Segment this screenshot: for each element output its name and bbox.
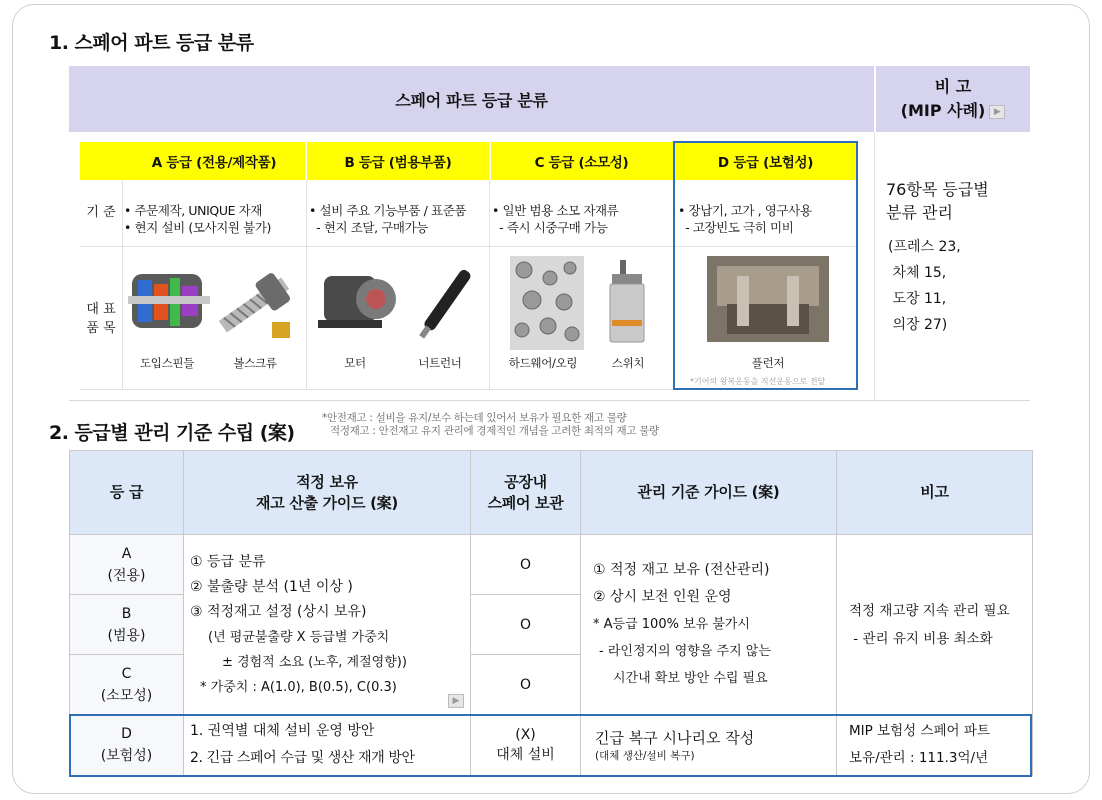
storage-d-line2: 대체 설비: [496, 747, 555, 763]
row-label-items-2: 품 목: [86, 321, 116, 336]
table-row: [70, 535, 1033, 595]
mgmt-line: ① 적정 재고 보유 (전산관리): [593, 562, 770, 578]
mgmt-line: 시간내 확보 방안 수립 필요: [613, 671, 768, 686]
storage-b: O: [471, 595, 581, 655]
caption-switch: 스위치: [611, 356, 645, 370]
header-storage-line1: 공장내: [504, 472, 547, 491]
grade-a-cell: [70, 535, 184, 595]
section2-title: 2. 등급별 관리 기준 수립 (案): [49, 422, 295, 444]
caption-nutrunner: 너트런너: [418, 356, 462, 370]
header-mgmt: 관리 기준 가이드 (案): [581, 451, 837, 535]
criteria-a-line1: • 주문제작, UNIQUE 자재: [124, 203, 262, 218]
mgmt-abc-cell: [581, 535, 837, 715]
criteria-d-line2: - 고장빈도 극히 미비: [678, 220, 794, 235]
remark-header: [876, 66, 1030, 132]
remark-summary: [886, 178, 989, 224]
remark-abc-line: 적정 재고량 지속 관리 필요: [849, 602, 1010, 619]
ballscrew-image: [212, 262, 296, 348]
mgmt-d-line1: 긴급 복구 시나리오 작성: [595, 729, 755, 747]
note-optimal-stock: 적정재고 : 안전재고 유지 관리에 경제적인 개념을 고려한 최적의 재고 물량: [330, 425, 659, 437]
row-label-items-1: 대 표: [86, 302, 116, 317]
criteria-b: [309, 202, 466, 236]
grade-letter: B: [121, 605, 132, 622]
caption-hardware: 하드웨어/오링: [508, 356, 578, 370]
mgmt-line: ② 상시 보전 인원 운영: [593, 589, 732, 605]
remark-line1: 76항목 등급별: [886, 180, 989, 199]
grade-c-cell: [70, 655, 184, 715]
header-remark: 비고: [837, 451, 1033, 535]
grade-letter: C: [121, 665, 132, 682]
header-guide-line2: 재고 산출 가이드 (案): [256, 493, 398, 512]
storage-c: O: [471, 655, 581, 715]
grade-kind: (보험성): [100, 748, 153, 764]
remark-header-line2: [876, 99, 1030, 123]
remark-header-line1: 비 고: [934, 77, 972, 96]
spindle-image: [128, 256, 210, 346]
guide-line: ② 불출량 분석 (1년 이상 ): [190, 578, 353, 595]
section1-title: 1. 스페어 파트 등급 분류: [49, 32, 254, 54]
header-blank-cell: [80, 142, 122, 180]
header-storage: [471, 451, 581, 535]
divider: [305, 142, 307, 180]
remark-line2: 분류 관리: [886, 203, 953, 222]
criteria-c-line1: • 일반 범용 소모 자재류: [492, 203, 619, 218]
grade-kind: (전용): [107, 567, 146, 584]
remark-d-line: 보유/관리 : 111.3억/년: [849, 750, 989, 766]
table-header-row: [70, 451, 1033, 535]
plunger-note: *기어의 왕복운동을 직선운동으로 전달: [690, 377, 826, 386]
criteria-d-line1: • 장납기, 고가 , 영구사용: [678, 203, 812, 218]
switch-image: [600, 260, 654, 350]
criteria-c: [492, 202, 618, 236]
guide-abc-cell: [184, 535, 471, 715]
grade-b-cell: [70, 595, 184, 655]
guide-line: (년 평균불출량 X 등급별 가중치: [208, 629, 390, 645]
remark-breakdown: [888, 234, 961, 338]
row-label-criteria: 기 준: [86, 205, 116, 220]
divider: [69, 400, 1030, 401]
divider: [306, 180, 307, 389]
mgmt-line: * A등급 100% 보유 불가시: [593, 617, 750, 632]
criteria-a-line2: • 현지 설비 (모사지원 불가): [124, 220, 271, 235]
guide-line: * 가중치 : A(1.0), B(0.5), C(0.3): [200, 679, 397, 695]
divider: [122, 180, 123, 389]
mgmt-line: - 라인정지의 영향을 주지 않는: [599, 644, 771, 659]
hardware-image: [510, 256, 584, 350]
caption-motor: 모터: [344, 356, 366, 370]
motor-image: [318, 264, 402, 336]
guide-d-line: 2. 긴급 스페어 수급 및 생산 재개 방안: [190, 750, 415, 766]
grade-letter: D: [121, 726, 132, 742]
storage-a: O: [471, 535, 581, 595]
guide-line: ③ 적정재고 설정 (상시 보유): [190, 603, 367, 620]
grade-kind: (범용): [107, 627, 146, 644]
header-grade: 등 급: [70, 451, 184, 535]
guide-line: ① 등급 분류: [190, 553, 266, 570]
grade-d-row-highlight: [69, 714, 1032, 777]
grade-c-header: C 등급 (소모성): [490, 142, 673, 180]
storage-d-line1: (X): [515, 727, 536, 743]
divider: [874, 132, 875, 400]
guide-line: ± 경험적 소요 (노후, 계절영향)): [222, 654, 407, 670]
divider: [489, 180, 490, 389]
grade-kind: (소모성): [100, 687, 153, 704]
caption-plunger: 플런저: [751, 356, 785, 370]
remark-abc-line: - 관리 유지 비용 최소화: [849, 630, 993, 647]
criteria-c-line2: - 즉시 시중구매 가능: [492, 220, 608, 235]
grade-band-header: 스페어 파트 등급 분류: [69, 66, 874, 132]
play-icon[interactable]: ▶: [989, 105, 1005, 119]
mgmt-d-line2: (대체 생산/설비 복구): [595, 750, 695, 762]
header-storage-line2: 스페어 보관: [487, 493, 564, 512]
remark-d-line: MIP 보험성 스페어 파트: [849, 723, 990, 739]
criteria-b-line2: - 현지 조달, 구매가능: [309, 220, 428, 235]
remark-item: (프레스 23,: [888, 239, 961, 255]
criteria-a: [124, 202, 271, 236]
nutrunner-image: [412, 262, 476, 348]
guide-d-line: 1. 권역별 대체 설비 운영 방안: [190, 723, 375, 739]
caption-spindle: 도입스핀들: [139, 356, 195, 370]
remark-item: 도장 11,: [888, 291, 947, 307]
remark-item: 의장 27): [888, 317, 948, 333]
remark-item: 차체 15,: [888, 265, 947, 281]
divider: [489, 142, 491, 180]
header-guide: [184, 451, 471, 535]
remark-abc-cell: [837, 535, 1033, 715]
caption-ballscrew: 볼스크류: [233, 356, 277, 370]
criteria-b-line1: • 설비 주요 기능부품 / 표준품: [309, 203, 467, 218]
grade-d-highlight: [673, 141, 858, 390]
grade-b-header: B 등급 (범용부품): [307, 142, 489, 180]
note-safety-stock: *안전재고 : 설비을 유지/보수 하는데 있어서 보유가 필요한 재고 물량: [322, 412, 627, 424]
remark-header-mip: (MIP 사례): [900, 101, 986, 120]
header-guide-line1: 적정 보유: [296, 472, 358, 491]
grade-d-header: D 등급 (보험성): [675, 142, 856, 180]
inventory-notes: [322, 412, 659, 438]
grade-a-header: A 등급 (전용/제작품): [122, 142, 306, 180]
grade-letter: A: [121, 545, 132, 562]
play-icon[interactable]: ▶: [448, 694, 464, 708]
